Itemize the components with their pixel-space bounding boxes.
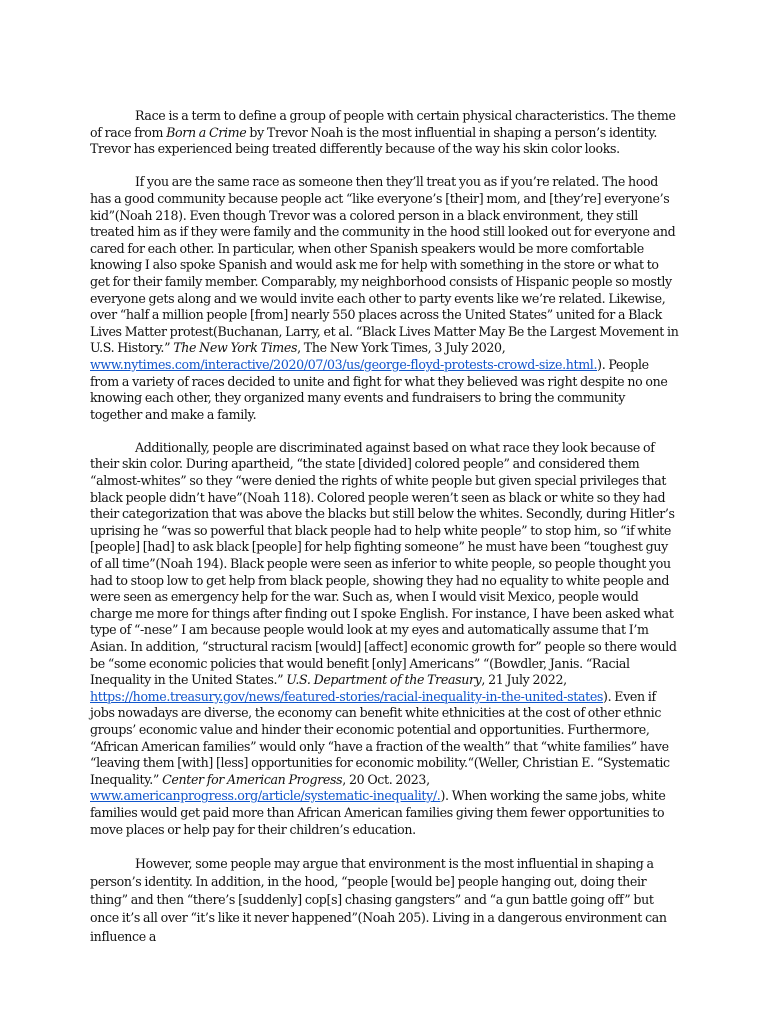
paragraph-text: ). Even if jobs nowadays are diverse, the economy can benefit white ethnicities at the cost of other ethnic groups’ economic value and hinder their economic potential and opportunities. Furthermore, “African American families” would only “have a fraction of the wealth” that “white families” have “leaving them [with] [less] opportunities for economic mobility.“(Weller, Christian E. “Systematic Inequality.” — [90, 688, 670, 787]
paragraph-text: Race is a term to define a group of people with certain physical characteristics. The theme of race from — [90, 108, 676, 140]
essay-paragraph — [90, 174, 680, 423]
paragraph-text: , 21 July 2022, — [481, 672, 567, 688]
paragraph-text: However, some people may argue that environment is the most influential in shaping a person’s identity. In addition, in the hood, “people [would be] people hanging out, doing their thing” and then “there’s [suddenly] cop[s] chasing gangsters” and “a gun battle going off” but once it’s all over “it’s like it never happened”(Noah 205). Living in a dangerous environment can influence a — [90, 855, 667, 944]
paragraph-text: , 20 Oct. 2023, — [342, 771, 430, 787]
citation-link[interactable]: www.americanprogress.org/article/systematic-inequality/. — [90, 788, 441, 804]
paragraph-text: Additionally, people are discriminated against based on what race they look because of their skin color. During apartheid, “the state [divided] colored people” and considered them “almost-whites” so they “were denied the rights of white people but given special privileges that black people didn’t have”(Noah 118). Colored people weren’t seen as black or white so they had their categorization that was above the blacks but still below the whites. Secondly, during Hitler’s uprising he “was so powerful that black people had to help white people” to stop him, so “if white [people] [had] to ask black [people] for help fighting someone” he must have been “toughest guy of all time”(Noah 194). Black people were seen as inferior to white people, so people thought you had to stoop low to get help from black people, showing they had no equality to white people and were seen as emergency help for the war. Such as, when I would visit Mexico, people would charge me more for things after finding out I spoke English. For instance, I have been asked what type of “-nese” I am because people would look at my eyes and automatically assume that I’m Asian. In addition, “structural racism [would] [affect] economic growth for” people so there would be “some economic policies that would benefit [only] Americans” “(Bowdler, Janis. “Racial Inequality in the United States.” — [90, 439, 677, 688]
citation-link[interactable]: www.nytimes.com/interactive/2020/07/03/us/george-floyd-protests-crowd-size.html. — [90, 356, 598, 372]
italic-title: U.S. Department of the Treasury — [286, 672, 482, 688]
paragraph-text: ). People from a variety of races decided to unite and fight for what they believed was right despite no one knowing each other, they organized many events and fundraisers to bring the community together and make a family. — [90, 356, 668, 422]
italic-title: The New York Times — [173, 340, 298, 356]
paragraph-text: If you are the same race as someone then they’ll treat you as if you’re related. The hood has a good community because people act “like everyone’s [their] mom, and [they’re] everyone’s kid”(Noah 218). Even though Trevor was a colored person in a black environment, they still treated him as if they were family and the community in the hood still looked out for everyone and cared for each other. In particular, when other Spanish speakers would be more comfortable knowing I also spoke Spanish and would ask me for help with something in the store or what to get for their family member. Comparably, my neighborhood consists of Hispanic people so mostly everyone gets along and we would invite each other to party events like we’re related. Likewise, over “half a million people [from] nearly 550 places across the United States” united for a Black Lives Matter protest(Buchanan, Larry, et al. “Black Lives Matter May Be the Largest Movement in U.S. History.” — [90, 174, 679, 356]
essay-paragraph — [90, 440, 680, 838]
essay-paragraph — [90, 108, 680, 158]
essay-paragraph — [90, 855, 680, 946]
paragraph-text: by Trevor Noah is the most influential in shaping a person’s identity. Trevor has experienced being treated differently because of the way his skin color looks. — [90, 124, 657, 157]
italic-title: Born a Crime — [166, 124, 247, 140]
citation-link[interactable]: https://home.treasury.gov/news/featured-stories/racial-inequality-in-the-united-states — [90, 688, 604, 704]
essay-page — [90, 108, 680, 962]
italic-title: Center for American Progress — [162, 771, 343, 787]
paragraph-text: , The New York Times, 3 July 2020, — [297, 340, 506, 356]
paragraph-text: ). When working the same jobs, white families would get paid more than African American families giving them fewer opportunities to move places or help pay for their children’s education. — [90, 788, 666, 837]
